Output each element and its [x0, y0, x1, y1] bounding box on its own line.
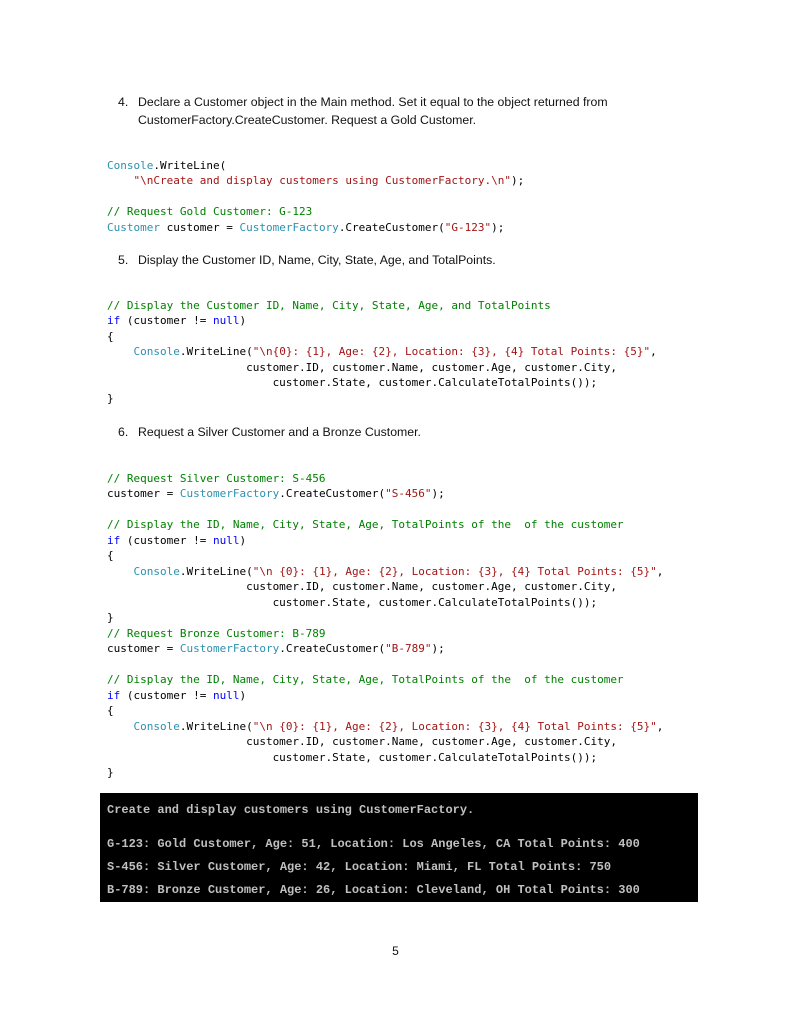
code-block-display-customer: // Display the Customer ID, Name, City, State, Age, and TotalPoints if (customer != null) { Console.WriteLine("\n{0}: {1}, Age: {2}, Location: {3}, {4} Total Points: {5}", customer.ID, customer.Name, customer.Age, customer.City, customer.State, customer.CalculateTotalPoints()); }	[107, 298, 657, 405]
step-number: 6.	[118, 425, 129, 439]
step-text: Declare a Customer object in the Main method. Set it equal to the object returned from	[138, 95, 608, 109]
step-6	[118, 423, 421, 441]
code-block-silver-bronze: // Request Silver Customer: S-456 customer = CustomerFactory.CreateCustomer("S-456"); // Display the ID, Name, City, State, Age, TotalPoints of the of the customer if (customer != null) { Console.WriteLine("\n {0}: {1}, Age: {2}, Location: {3}, {4} Total Points: {5}", customer.ID, customer.Name, customer.Age, customer.City, customer.State, customer.CalculateTotalPoints()); } // Request Bronze Customer: B-789 customer = CustomerFactory.CreateCustomer("B-789"); // Display the ID, Name, City, State, Age, TotalPoints of the of the customer if (customer != null) { Console.WriteLine("\n {0}: {1}, Age: {2}, Location: {3}, {4} Total Points: {5}", customer.ID, customer.Name, customer.Age, customer.City, customer.State, customer.CalculateTotalPoints()); }	[107, 471, 664, 779]
code-block-create-gold: Console.WriteLine( "\nCreate and display customers using CustomerFactory.\n"); // Request Gold Customer: G-123 Customer customer = CustomerFactory.CreateCustomer("G-123");	[107, 158, 525, 234]
console-line-gold: G-123: Gold Customer, Age: 51, Location: Los Angeles, CA Total Points: 400	[107, 837, 640, 851]
console-output	[100, 793, 698, 902]
console-line-bronze: B-789: Bronze Customer, Age: 26, Location: Cleveland, OH Total Points: 300	[107, 883, 640, 897]
page-number: 5	[392, 944, 399, 958]
step-number: 4.	[118, 95, 129, 109]
step-5	[118, 251, 496, 269]
step-text: Request a Silver Customer and a Bronze Customer.	[138, 425, 421, 439]
step-4	[118, 93, 608, 129]
step-number: 5.	[118, 253, 129, 267]
step-text-continued: CustomerFactory.CreateCustomer. Request a Gold Customer.	[138, 113, 477, 127]
step-text: Display the Customer ID, Name, City, State, Age, and TotalPoints.	[138, 253, 496, 267]
console-header: Create and display customers using CustomerFactory.	[107, 803, 475, 817]
console-line-silver: S-456: Silver Customer, Age: 42, Location: Miami, FL Total Points: 750	[107, 860, 612, 874]
